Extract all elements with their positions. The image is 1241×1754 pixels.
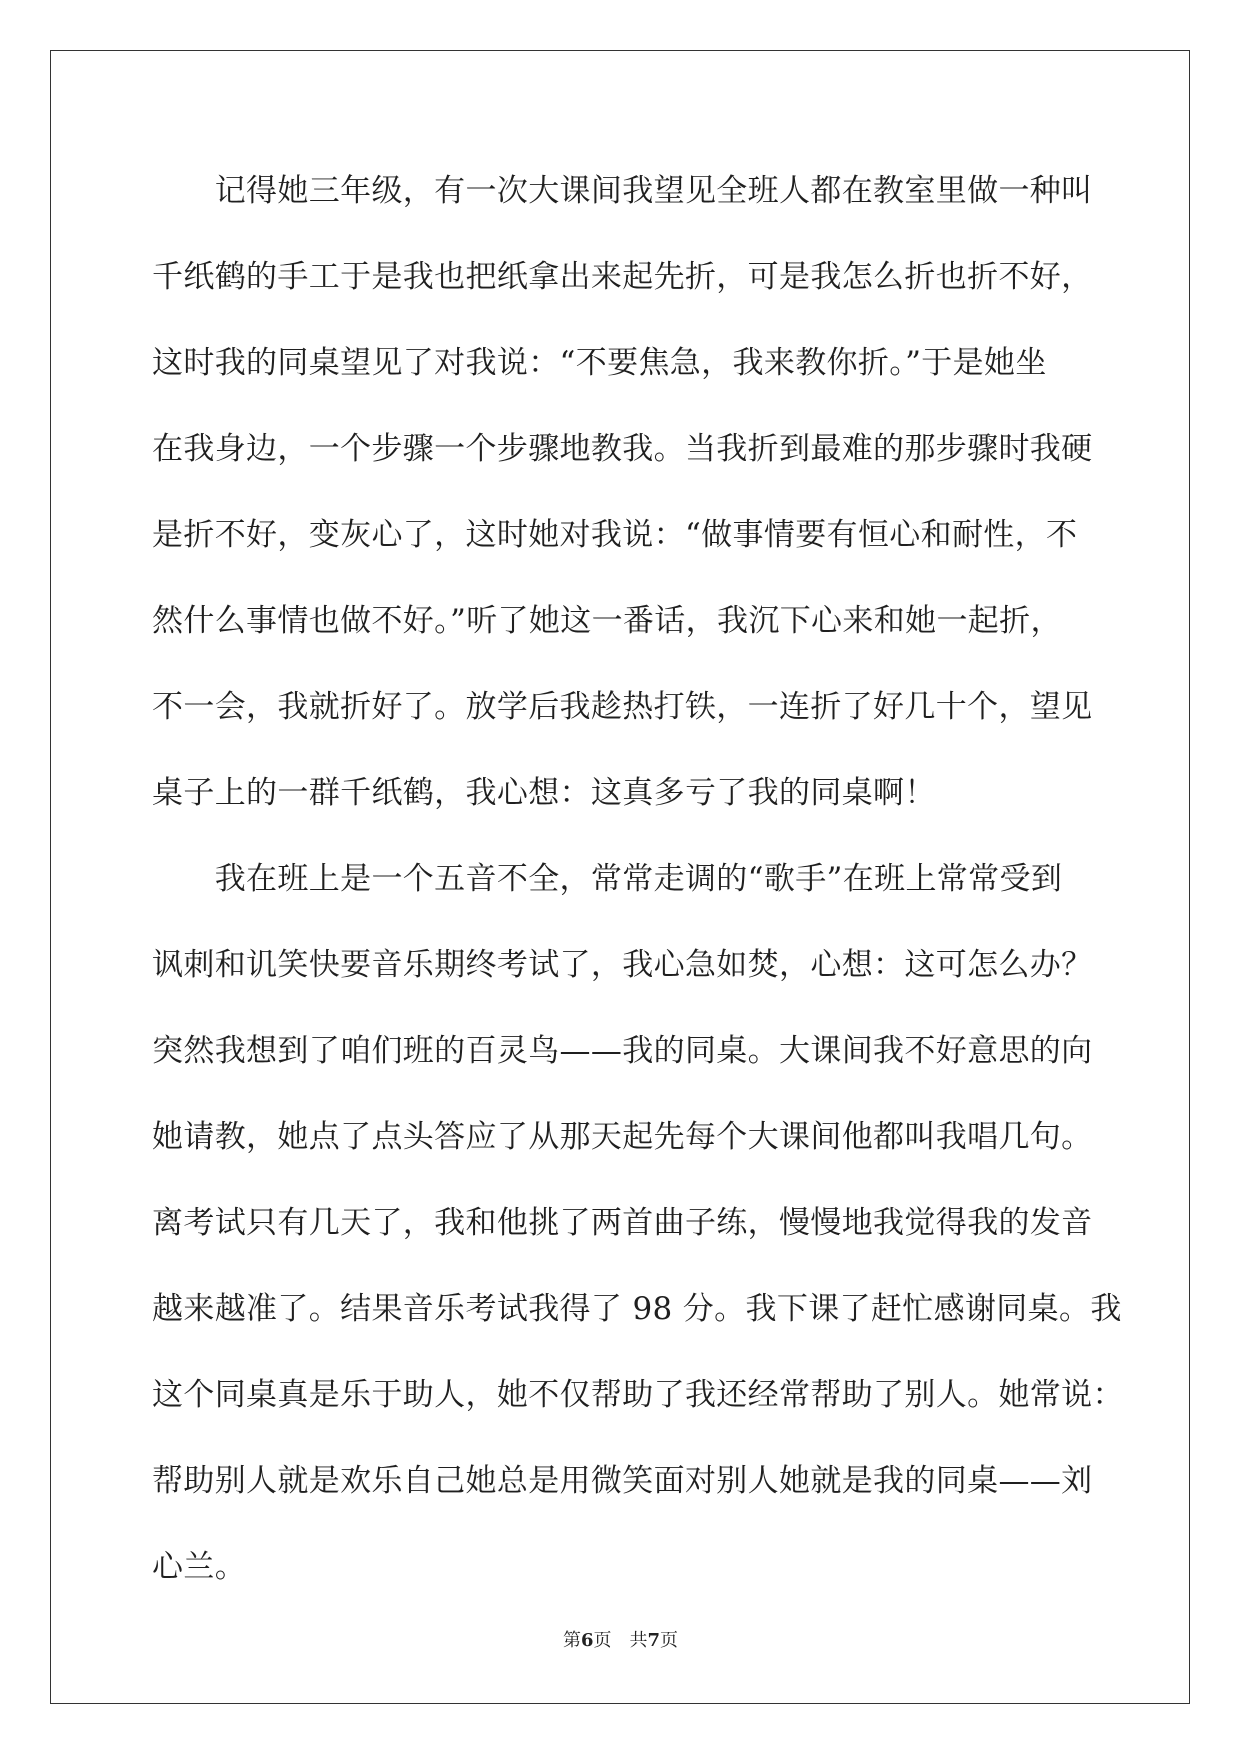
- footer-prefix: 第: [562, 1630, 581, 1651]
- footer-middle: 页 共: [593, 1630, 648, 1651]
- document-body: [152, 158, 1124, 1620]
- page-footer: [0, 1626, 1241, 1652]
- text-line: 帮助别人就是欢乐自己她总是用微笑面对别人她就是我的同桌——刘: [152, 1463, 1093, 1499]
- text-line: 千纸鹤的手工于是我也把纸拿出来起先折，可是我怎么折也折不好，: [152, 259, 1093, 295]
- text-line: 她请教，她点了点头答应了从那天起先每个大课间他都叫我唱几句。: [152, 1119, 1093, 1155]
- text-line: 这时我的同桌望见了对我说：“不要焦急，我来教你折。”于是她坐: [152, 345, 1047, 381]
- footer-suffix: 页: [660, 1630, 679, 1651]
- text-line: 讽刺和讥笑快要音乐期终考试了，我心急如焚，心想：这可怎么办？: [152, 947, 1093, 983]
- paragraph-paper-crane: [152, 158, 1102, 846]
- text-line: 是折不好，变灰心了，这时她对我说：“做事情要有恒心和耐性，不: [152, 517, 1078, 553]
- text-line: 我在班上是一个五音不全，常常走调的“歌手”在班上常常受到: [152, 861, 1063, 897]
- text-line: 记得她三年级，有一次大课间我望见全班人都在教室里做一种叫: [152, 173, 1093, 209]
- text-line: 不一会，我就折好了。放学后我趁热打铁，一连折了好几十个，望见: [152, 689, 1093, 725]
- text-line: 这个同桌真是乐于助人，她不仅帮助了我还经常帮助了别人。她常说：: [152, 1377, 1124, 1413]
- footer-current-page: 6: [580, 1630, 594, 1651]
- text-line: 然什么事情也做不好。”听了她这一番话，我沉下心来和她一起折，: [152, 603, 1062, 639]
- text-line: 越来越准了。结果音乐考试我得了 98 分。我下课了赶忙感谢同桌。我: [152, 1291, 1122, 1327]
- text-line: 突然我想到了咱们班的百灵鸟——我的同桌。大课间我不好意思的向: [152, 1033, 1093, 1069]
- text-line: 离考试只有几天了，我和他挑了两首曲子练，慢慢地我觉得我的发音: [152, 1205, 1093, 1241]
- text-line: 桌子上的一群千纸鹤，我心想：这真多亏了我的同桌啊！: [152, 775, 936, 811]
- text-line: 在我身边，一个步骤一个步骤地教我。当我折到最难的那步骤时我硬: [152, 431, 1093, 467]
- text-line: 心兰。: [152, 1549, 247, 1585]
- paragraph-music-exam: [152, 846, 1124, 1620]
- footer-total-pages: 7: [647, 1630, 661, 1651]
